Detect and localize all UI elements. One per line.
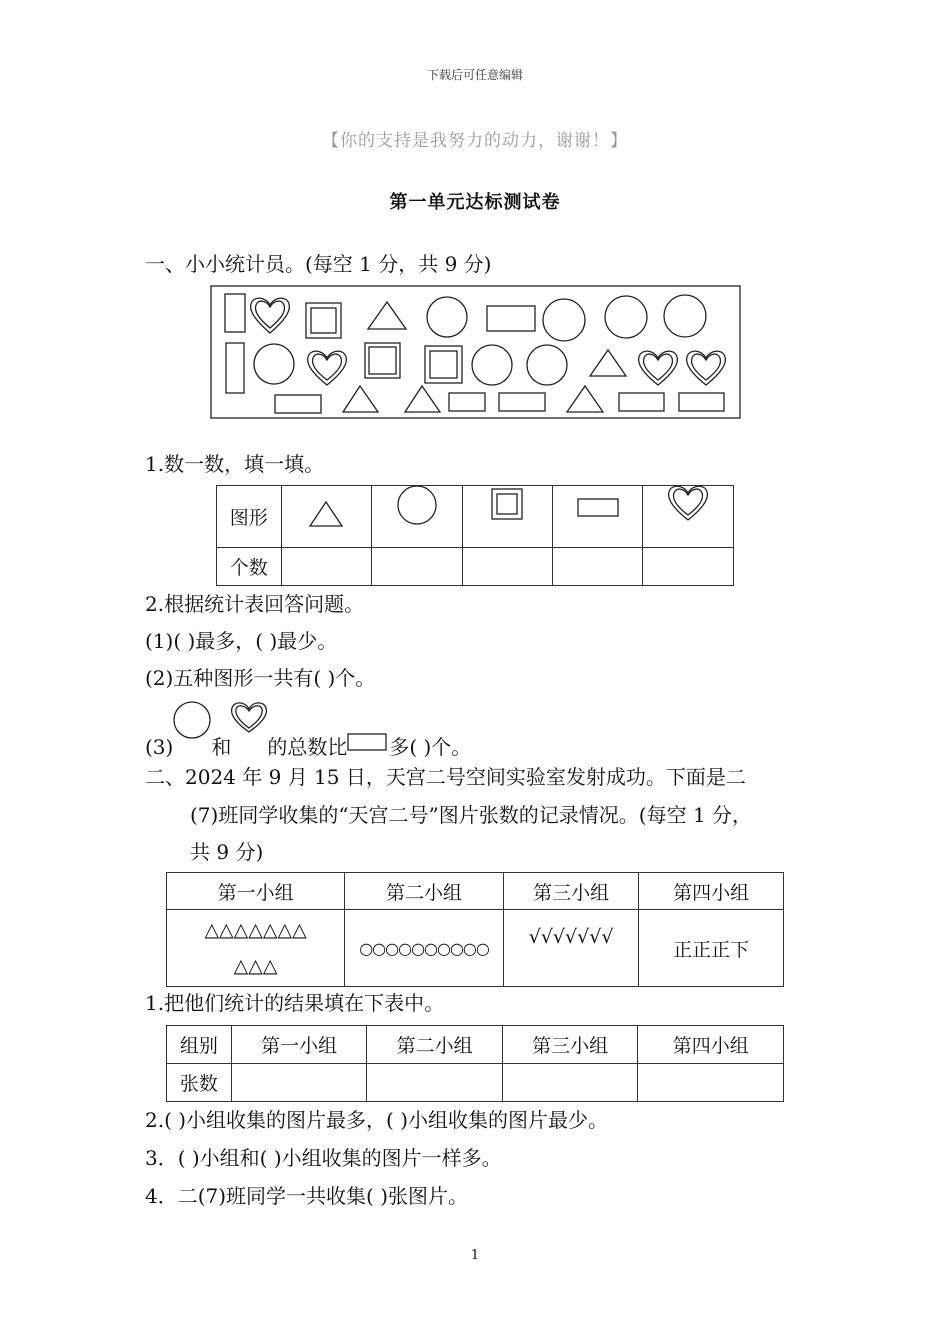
s2-question-1: 1.把他们统计的结果填在下表中。 xyxy=(145,991,445,1015)
rectangle-icon xyxy=(347,734,389,754)
s1-question-2-2: (2)五种图形一共有( )个。 xyxy=(145,666,376,690)
circle-icon xyxy=(173,720,211,758)
s1-question-1: 1.数一数，填一填。 xyxy=(145,452,325,476)
q23-and: 和 xyxy=(211,735,232,759)
record-g4: 正正正下 xyxy=(639,910,784,987)
count-answer-cell[interactable] xyxy=(643,548,734,586)
slogan: 【你的支持是我努力的动力，谢谢！】 xyxy=(322,131,628,151)
count-answer-cell[interactable] xyxy=(462,548,552,586)
triangle-shape xyxy=(343,386,378,412)
circle-shape xyxy=(664,295,706,337)
table2-header: 第二小组 xyxy=(367,1026,503,1064)
section2-heading-line2: (7)班同学收集的“天宫二号”图片张数的记录情况。(每空 1 分， xyxy=(190,803,753,827)
rectangle-shape xyxy=(275,395,321,413)
s2-question-3: 3．( )小组和( )小组收集的图片一样多。 xyxy=(145,1146,502,1170)
row-label-count: 个数 xyxy=(217,548,282,586)
circle-cell xyxy=(372,486,463,548)
q23-total: 的总数比 xyxy=(267,735,348,759)
s1-question-2: 2.根据统计表回答问题。 xyxy=(145,592,365,616)
circle-shape xyxy=(527,345,567,385)
group-count-table xyxy=(166,1025,784,1102)
triangle-shape xyxy=(567,386,603,412)
s1-question-2-1: (1)( )最多，( )最少。 xyxy=(145,629,338,653)
record-header: 第四小组 xyxy=(639,873,784,910)
triangle-shape xyxy=(590,350,626,376)
table2-header: 组别 xyxy=(167,1026,232,1064)
rectangle-shape xyxy=(449,393,485,411)
rectangle-shape xyxy=(619,393,664,411)
circle-shape xyxy=(605,296,647,338)
rectangle-cell xyxy=(552,486,643,548)
rectangle-icon xyxy=(576,494,620,524)
rectangle-shape xyxy=(487,306,535,331)
square-shape-inner xyxy=(369,347,396,374)
count-answer-cell[interactable] xyxy=(552,548,643,586)
table2-header: 第一小组 xyxy=(231,1026,367,1064)
shape-count-table xyxy=(216,485,734,586)
section2-heading-line3: 共 9 分) xyxy=(190,840,264,864)
circle-shape xyxy=(254,344,294,384)
rectangle-shape xyxy=(225,294,245,332)
rectangle-shape xyxy=(226,343,244,393)
record-header: 第三小组 xyxy=(503,873,638,910)
triangle-shape xyxy=(368,302,406,329)
page-number: 1 xyxy=(470,1248,480,1263)
record-table xyxy=(166,872,784,987)
record-header: 第二小组 xyxy=(345,873,504,910)
page-header: 下载后可任意编辑 xyxy=(426,68,523,82)
table2-row-label: 张数 xyxy=(167,1064,232,1102)
circle-icon xyxy=(395,483,439,533)
heart-cell xyxy=(643,486,734,548)
rectangle-shape xyxy=(499,393,545,411)
group-answer-cell[interactable] xyxy=(367,1064,503,1102)
group-answer-cell[interactable] xyxy=(231,1064,367,1102)
square-icon xyxy=(489,486,525,530)
page-title: 第一单元达标测试卷 xyxy=(389,192,561,213)
q23-prefix: (3) xyxy=(145,735,174,759)
square-cell xyxy=(462,486,552,548)
record-g3: √√√√√√√ xyxy=(503,910,638,987)
count-answer-cell[interactable] xyxy=(281,548,371,586)
triangle-cell xyxy=(281,486,371,548)
circle-shape xyxy=(543,299,585,341)
table2-header: 第三小组 xyxy=(502,1026,638,1064)
record-header: 第一小组 xyxy=(167,873,345,910)
group-answer-cell[interactable] xyxy=(638,1064,784,1102)
square-shape xyxy=(365,343,400,378)
s2-question-4: 4．二(7)班同学一共收集( )张图片。 xyxy=(145,1184,469,1208)
triangle-shape xyxy=(405,386,440,412)
circle-shape xyxy=(472,345,512,385)
row-label-shape: 图形 xyxy=(217,486,282,548)
record-g1-line1: △△△△△△△ xyxy=(204,919,307,941)
heart-icon xyxy=(668,487,708,527)
square-shape-inner xyxy=(430,351,457,378)
table2-header: 第四小组 xyxy=(638,1026,784,1064)
record-g2: ○○○○○○○○○○ xyxy=(345,910,504,987)
s1-question-2-3 xyxy=(145,720,471,760)
triangle-icon xyxy=(306,499,346,529)
group-answer-cell[interactable] xyxy=(502,1064,638,1102)
count-answer-cell[interactable] xyxy=(372,548,463,586)
square-shape-inner xyxy=(311,308,336,333)
q23-more: 多( )个。 xyxy=(389,735,472,759)
section1-heading: 一、小小统计员。(每空 1 分，共 9 分) xyxy=(145,252,492,276)
s2-question-2: 2.( )小组收集的图片最多，( )小组收集的图片最少。 xyxy=(145,1108,609,1132)
section2-heading-line1: 二、2024 年 9 月 15 日，天宫二号空间实验室发射成功。下面是二 xyxy=(145,765,746,789)
heart-icon xyxy=(231,720,267,756)
rectangle-shape xyxy=(679,393,724,411)
record-g1 xyxy=(167,910,345,987)
circle-shape xyxy=(427,297,467,337)
record-g1-line2: △△△ xyxy=(233,955,278,977)
